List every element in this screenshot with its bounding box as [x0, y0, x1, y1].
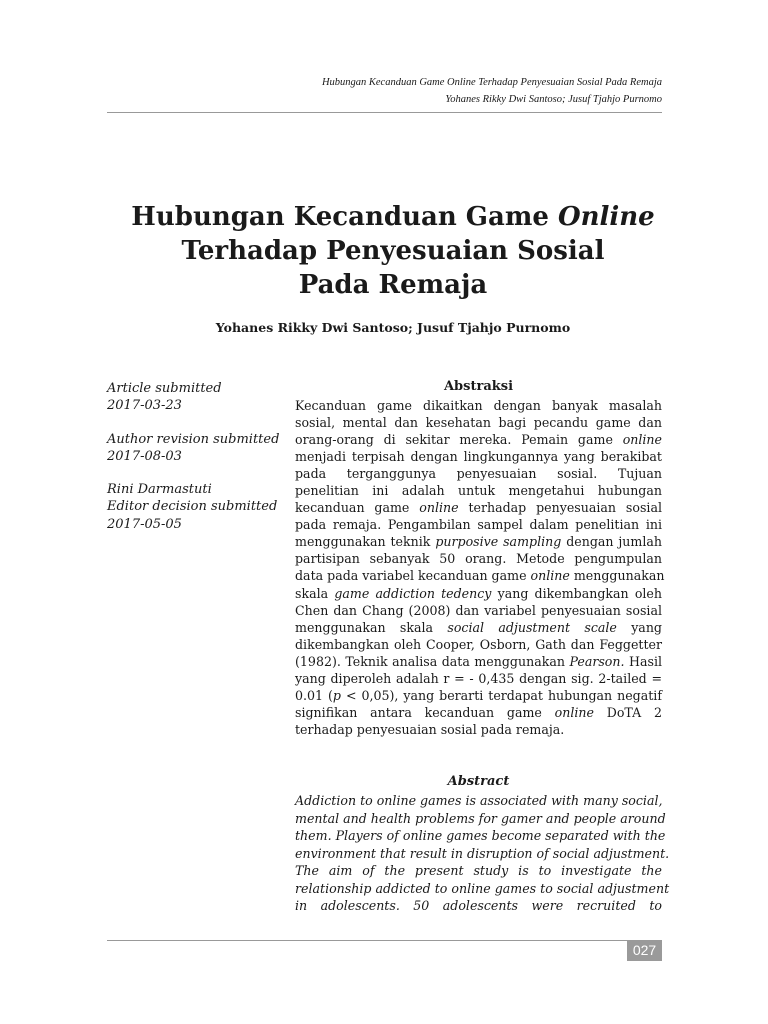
- text-segment: penelitian ini adalah untuk mengetahui hubungan: [295, 483, 662, 499]
- text-segment: pada remaja. Pengambilan sampel dalam penelitian ini: [295, 517, 662, 533]
- revision-label: Author revision submitted: [107, 431, 280, 447]
- text-segment: dengan jumlah: [561, 534, 663, 550]
- submitted-date: 2017-03-23: [107, 398, 182, 414]
- text-segment: terhadap penyesuaian sosial pada remaja.: [295, 721, 565, 737]
- italic-text: online: [554, 704, 594, 720]
- text-segment: Kecanduan game dikaitkan dengan banyak masalah: [295, 398, 662, 413]
- text-line: [295, 721, 662, 738]
- text-line: [295, 431, 662, 448]
- text-segment: skala: [295, 585, 335, 601]
- text-segment: Hasil: [624, 653, 663, 669]
- editor-name: Rini Darmastuti: [107, 482, 212, 498]
- title-line-1-italic: Online: [557, 202, 655, 232]
- text-line: [295, 636, 662, 653]
- text-line: [295, 516, 662, 533]
- text-line: [295, 897, 662, 915]
- text-segment: orang-orang di sekitar mereka. Pemain game: [295, 432, 623, 448]
- text-line: [295, 704, 662, 721]
- text-segment: Addiction to online games is associated with many social,: [295, 793, 663, 808]
- text-segment: dikembangkan oleh Cooper, Osborn, Gath dan Feggetter: [295, 636, 662, 652]
- text-line: [295, 448, 662, 465]
- text-line: [295, 792, 662, 810]
- text-segment: relationship addicted to online games to social adjustment: [295, 880, 670, 896]
- abstract-body: [295, 792, 670, 915]
- title-line-2: Terhadap Penyesuaian Sosial: [181, 236, 605, 266]
- text-segment: menjadi terpisah dengan lingkungannya yang berakibat: [295, 449, 662, 465]
- revision-date: 2017-08-03: [107, 448, 182, 464]
- article-meta: [107, 380, 287, 533]
- text-segment: partisipan sebanyak 50 orang. Metode pengumpulan: [295, 551, 662, 567]
- text-line: [295, 533, 662, 550]
- italic-text: Pearson.: [569, 653, 625, 669]
- text-line: [295, 499, 662, 516]
- text-segment: (1982). Teknik analisa data menggunakan: [295, 653, 570, 669]
- article-title: [0, 200, 768, 302]
- text-segment: menggunakan skala: [295, 619, 448, 635]
- abstraksi-section: [295, 379, 665, 738]
- abstract-section: [295, 774, 670, 915]
- title-line-3: Pada Remaja: [298, 270, 488, 300]
- text-segment: pada terganggunya penyesuaian sosial. Tujuan: [295, 466, 662, 482]
- italic-text: online: [622, 432, 662, 448]
- text-line: [295, 567, 665, 584]
- abstraksi-heading: Abstraksi: [443, 379, 514, 394]
- text-line: [295, 550, 662, 567]
- text-segment: yang dikembangkan oleh: [491, 585, 662, 601]
- italic-text: social adjustment scale: [447, 619, 617, 635]
- text-line: [295, 465, 662, 482]
- text-line: [295, 670, 662, 687]
- abstraksi-body: [295, 397, 665, 738]
- text-line: [295, 845, 670, 863]
- page-number: 027: [627, 940, 662, 961]
- text-line: [295, 687, 662, 704]
- text-segment: kecanduan game: [295, 500, 420, 516]
- text-line: [295, 414, 662, 431]
- text-line: [295, 653, 662, 670]
- text-segment: DoTA 2: [593, 704, 662, 720]
- text-line: [295, 585, 662, 602]
- text-segment: yang diperoleh adalah r = - 0,435 dengan sig. 2-tailed =: [295, 670, 662, 686]
- text-segment: terhadap penyesuaian sosial: [458, 500, 662, 516]
- text-segment: environment that result in disruption of social adjustment.: [295, 845, 670, 861]
- text-line: [295, 862, 662, 880]
- italic-text: online: [530, 568, 570, 584]
- decision-date: 2017-05-05: [107, 516, 182, 532]
- text-line: [295, 482, 662, 499]
- decision-label: Editor decision submitted: [107, 499, 278, 515]
- text-segment: menggunakan teknik: [295, 534, 436, 550]
- text-line: [295, 397, 662, 414]
- italic-text: p: [332, 687, 341, 703]
- text-segment: < 0,05), yang berarti terdapat hubungan negatif: [340, 687, 662, 703]
- text-segment: them. Players of online games become separated with the: [295, 828, 666, 843]
- text-segment: sosial, mental dan kesehatan bagi pecandu game dan: [295, 415, 662, 431]
- text-segment: Chen dan Chang (2008) dan variabel penyesuaian sosial: [295, 602, 662, 618]
- text-segment: The aim of the present study is to investigate the: [295, 863, 662, 878]
- text-segment: yang: [616, 619, 662, 635]
- italic-text: purposive sampling: [435, 534, 562, 550]
- running-header-authors: Yohanes Rikky Dwi Santoso; Jusuf Tjahjo Purnomo: [445, 94, 662, 105]
- text-line: [295, 827, 666, 845]
- italic-text: online: [419, 500, 459, 516]
- text-segment: 0.01 (: [295, 687, 333, 703]
- title-line-1: Hubungan Kecanduan Game: [131, 202, 558, 232]
- article-authors: Yohanes Rikky Dwi Santoso; Jusuf Tjahjo Purnomo: [215, 320, 571, 335]
- header-divider: [107, 112, 662, 113]
- running-header-title: Hubungan Kecanduan Game Online Terhadap Penyesuaian Sosial Pada Remaja: [321, 77, 662, 88]
- text-segment: menggunakan: [569, 568, 665, 584]
- italic-text: game addiction tedency: [334, 585, 492, 601]
- text-segment: in adolescents. 50 adolescents were recruited to: [295, 898, 662, 913]
- text-segment: data pada variabel kecanduan game: [295, 568, 531, 584]
- text-line: [295, 880, 670, 898]
- text-segment: signifikan antara kecanduan game: [295, 704, 555, 720]
- text-line: [295, 602, 662, 619]
- text-segment: mental and health problems for gamer and people around: [295, 810, 666, 826]
- text-line: [295, 810, 666, 828]
- footer-divider: [107, 940, 662, 941]
- submitted-label: Article submitted: [107, 381, 222, 396]
- abstract-heading: Abstract: [447, 774, 510, 789]
- text-line: [295, 619, 662, 636]
